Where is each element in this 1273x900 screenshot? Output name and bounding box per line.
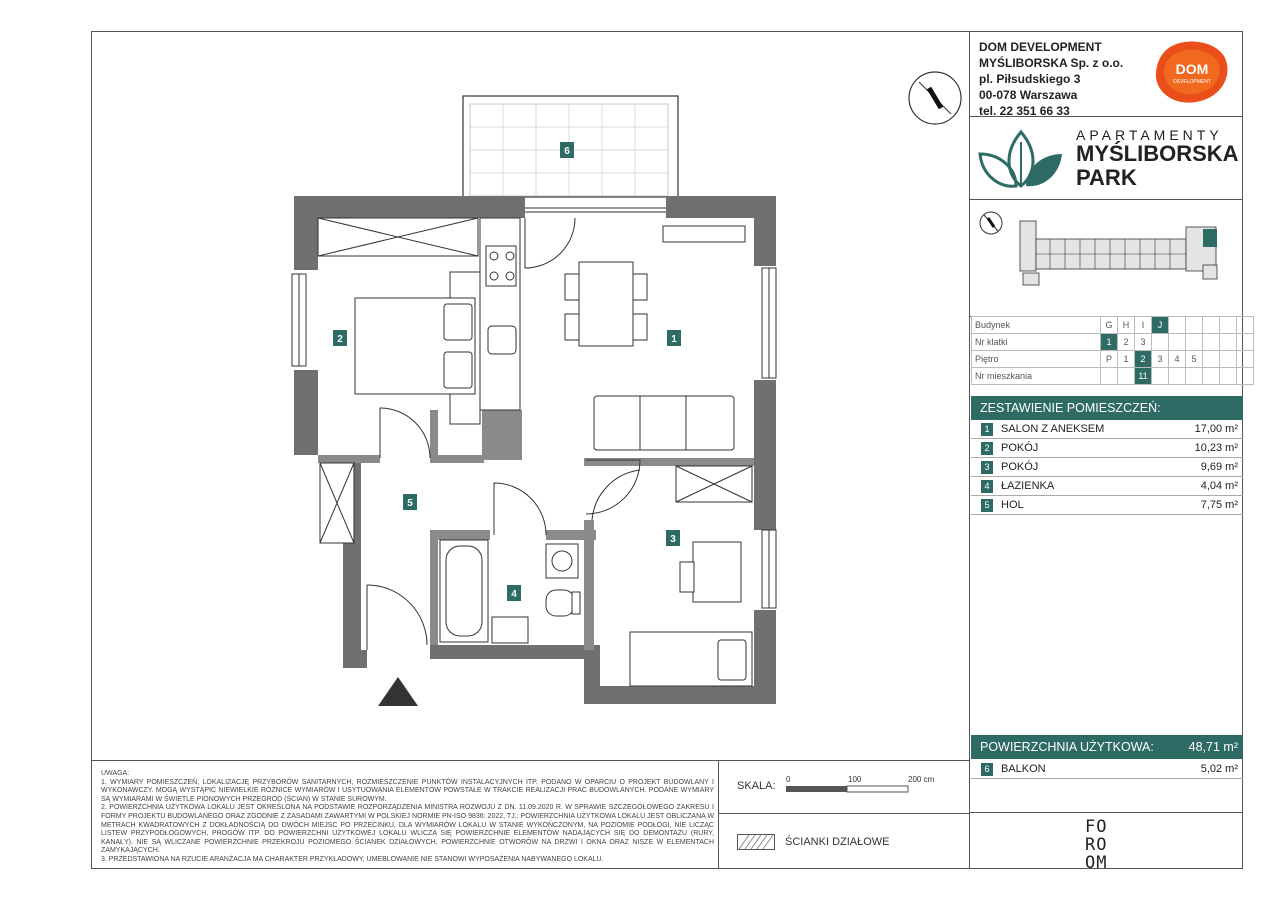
building-table-cell [1220, 334, 1237, 351]
building-table-row [972, 317, 1254, 334]
brand-apartamenty: APARTAMENTY [1076, 127, 1223, 143]
building-table-cell [1101, 368, 1118, 385]
panel-divider [969, 31, 970, 869]
building-table-cell: 1 [1118, 351, 1135, 368]
partition-wall-legend-icon [737, 834, 775, 850]
logo-dev-text: DEVELOPMENT [1173, 79, 1211, 85]
building-table-cell [1237, 351, 1254, 368]
building-key-plan [975, 203, 1240, 313]
room-row [971, 439, 1243, 458]
scale-tick-200: 200 cm [908, 775, 935, 784]
building-table-cell: 5 [1186, 351, 1203, 368]
plan-label-6: 6 [564, 146, 570, 157]
building-table-cell: 2 [1135, 351, 1152, 368]
compass-icon [905, 68, 965, 128]
building-table [971, 316, 1254, 385]
building-table-cell: I [1135, 317, 1152, 334]
building-table-cell: 11 [1135, 368, 1152, 385]
building-table-cell: G [1101, 317, 1118, 334]
company-subname: MYŚLIBORSKA Sp. z o.o. [979, 56, 1124, 70]
room-number-badge: 5 [981, 499, 993, 512]
room-number-badge: 2 [981, 442, 993, 455]
room-name: POKÓJ [1001, 461, 1039, 473]
room-name: BALKON [1001, 763, 1046, 775]
company-street: pl. Piłsudskiego 3 [979, 72, 1081, 86]
building-table-label: Nr mieszkania [972, 368, 1101, 385]
usable-area-bar [971, 735, 1243, 759]
building-table-cell [1169, 317, 1186, 334]
notes [101, 770, 714, 865]
brand-name-line2: PARK [1076, 165, 1137, 190]
note-1: 1. WYMIARY POMIESZCZEŃ, LOKALIZACJĘ PRZYBORÓW SANITARNYCH, ROZMIESZCZENIE PUNKTÓW INSTALACYJNYCH ITP. PODANO W OPARCIU O PROJEKT BUDOWLANY I WYKONAWCZY. MOGĄ WYSTĄPIĆ NIEWIELKIE RÓŻNICE WYMIARÓW I USYTUOWANIA ELEMENTÓW POWSTAŁE W TRAKCIE REALIZACJI PRAC BUDOWLANYCH. PODANE WYMIARY SĄ WYMIARAMI W ŚWIETLE PIONOWYCH PRZEGRÓD (ŚCIAN) W STANIE SUROWYM. [101, 778, 714, 803]
building-table-cell: P [1101, 351, 1118, 368]
room-area: 9,69 m² [1200, 461, 1238, 473]
floor-plan [280, 60, 810, 720]
building-table-cell: 1 [1101, 334, 1118, 351]
building-table-cell [1186, 334, 1203, 351]
building-table-label: Nr klatki [972, 334, 1101, 351]
building-table-cell [1237, 334, 1254, 351]
scale-bar [786, 785, 910, 793]
building-table-cell [1203, 351, 1220, 368]
brand-name [1076, 142, 1239, 190]
bedroom-2-furniture [355, 298, 475, 394]
building-table-row [972, 351, 1254, 368]
building-table-label: Piętro [972, 351, 1101, 368]
salon-furniture [565, 226, 745, 450]
divider [969, 199, 1243, 200]
room-row [971, 420, 1243, 439]
hall-wardrobe [320, 463, 354, 543]
note-3: 3. PRZEDSTAWIONA NA RZUCIE ARANŻACJA MA CHARAKTER PRZYKŁADOWY, UMEBLOWANIE NIE STANOWI WYPOSAŻENIA NABYWANEGO LOKALU. [101, 855, 604, 863]
scale-tick-0: 0 [786, 775, 791, 784]
room-area: 7,75 m² [1200, 499, 1238, 511]
building-table-row [972, 334, 1254, 351]
divider [91, 760, 969, 761]
plan-label-3: 3 [670, 534, 676, 545]
company-address [979, 39, 1123, 119]
plan-label-4: 4 [511, 589, 517, 600]
company-name: DOM DEVELOPMENT [979, 40, 1102, 54]
building-table-cell [1186, 317, 1203, 334]
building-table-cell [1203, 317, 1220, 334]
room-row [971, 458, 1243, 477]
building-table-cell [1220, 368, 1237, 385]
notes-title: UWAGA: [101, 770, 130, 777]
room-area: 5,02 m² [1200, 763, 1238, 775]
building-table-cell: 3 [1135, 334, 1152, 351]
dom-development-logo [1152, 40, 1232, 104]
forom-line1: FO [1085, 817, 1108, 837]
room-number-badge: 1 [981, 423, 993, 436]
building-table-cell: 3 [1152, 351, 1169, 368]
divider [969, 812, 1243, 813]
entrance-marker-icon [378, 677, 418, 706]
leaf-logo-icon [978, 128, 1064, 190]
scale-tick-100: 100 [848, 775, 862, 784]
building-table-cell [1152, 368, 1169, 385]
building-table-cell: H [1118, 317, 1135, 334]
building-table-cell [1152, 334, 1169, 351]
building-table-cell [1203, 368, 1220, 385]
forom-line3: OM [1085, 853, 1108, 873]
building-table-cell: 4 [1169, 351, 1186, 368]
room-number-badge: 3 [981, 461, 993, 474]
room-area: 17,00 m² [1194, 423, 1238, 435]
forom-logo [1085, 818, 1107, 872]
building-table-cell: J [1152, 317, 1169, 334]
building-table-cell [1220, 351, 1237, 368]
room-name: SALON Z ANEKSEM [1001, 423, 1105, 435]
building-table-cell: 2 [1118, 334, 1135, 351]
balcony-row [971, 760, 1243, 779]
room-number-badge: 4 [981, 480, 993, 493]
usable-area-label: POWIERZCHNIA UŻYTKOWA: [980, 740, 1154, 754]
building-table-cell [1203, 334, 1220, 351]
divider [718, 813, 969, 814]
room-name: HOL [1001, 499, 1024, 511]
company-phone: tel. 22 351 66 33 [979, 104, 1070, 118]
plan-label-5: 5 [407, 498, 413, 509]
room-row [971, 496, 1243, 515]
building-table-label: Budynek [972, 317, 1101, 334]
scale-label: SKALA: [737, 780, 776, 792]
bedroom-3-furniture [630, 466, 752, 686]
brand-name-line1: MYŚLIBORSKA [1076, 141, 1239, 166]
plan-label-2: 2 [337, 334, 343, 345]
note-2: 2. POWIERZCHNIA UŻYTKOWA LOKALU JEST OKREŚLONA NA PODSTAWIE ROZPORZĄDZENIA MINISTRA ROZWOJU Z DN. 11.09.2020 R. W SPRAWIE SZCZEGÓŁOWEGO ZAKRESU I FORMY PROJEKTU BUDOWLANEGO ORAZ ZGODNIE Z ZASADAMI ZAWARTYMI W POLSKIEJ NORMIE PN-ISO 9836: 2022, TJ.: POWIERZCHNIA UŻYTKOWA LOKALU JEST OBLICZANA W METRACH KWADRATOWYCH Z DOKŁADNOŚCIĄ DO DWÓCH MIEJSC PO PRZECINKU, DLA WYMIARÓW LOKALU W STANIE WYKOŃCZONYM, NA POZIOMIE PODŁOGI, NIE LICZĄC LISTEW PRZYPODŁOGOWYCH, PROGÓW ITP. DO POWIERZCHNI UŻYTKOWEJ LOKALU WLICZA SIĘ POWIERZCHNIE ELEMENTÓW NADAJĄCYCH SIĘ DO DEMONTAŻU (RURY, KANAŁY). NIE SĄ WLICZANE POWIERZCHNIE PRZEKROJU POZIOMEGO ŚCIANEK DZIAŁOWYCH, POWIERZCHNIE OTWORÓW NA DRZWI I OKNA ORAZ NISZE W ELEMENTACH ZAMYKAJĄCYCH. [101, 804, 714, 855]
forom-line2: RO [1085, 835, 1108, 855]
building-table-cell [1118, 368, 1135, 385]
building-table-cell [1186, 368, 1203, 385]
plan-label-1: 1 [671, 334, 677, 345]
room-area: 4,04 m² [1200, 480, 1238, 492]
divider [718, 760, 719, 869]
building-table-cell [1220, 317, 1237, 334]
building-table-cell [1169, 334, 1186, 351]
building-table-cell [1237, 317, 1254, 334]
room-number-badge: 6 [981, 763, 993, 776]
room-name: POKÓJ [1001, 442, 1039, 454]
room-name: ŁAZIENKA [1001, 480, 1055, 492]
logo-dom-text: DOM [1175, 61, 1209, 77]
rooms-header: ZESTAWIENIE POMIESZCZEŃ: [971, 396, 1243, 420]
room-row [971, 477, 1243, 496]
building-table-row [972, 368, 1254, 385]
building-table-cell [1237, 368, 1254, 385]
building-table-cell [1169, 368, 1186, 385]
legend-label: ŚCIANKI DZIAŁOWE [785, 836, 890, 848]
company-city: 00-078 Warszawa [979, 88, 1078, 102]
usable-area-value: 48,71 m² [1188, 740, 1238, 754]
room-area: 10,23 m² [1194, 442, 1238, 454]
